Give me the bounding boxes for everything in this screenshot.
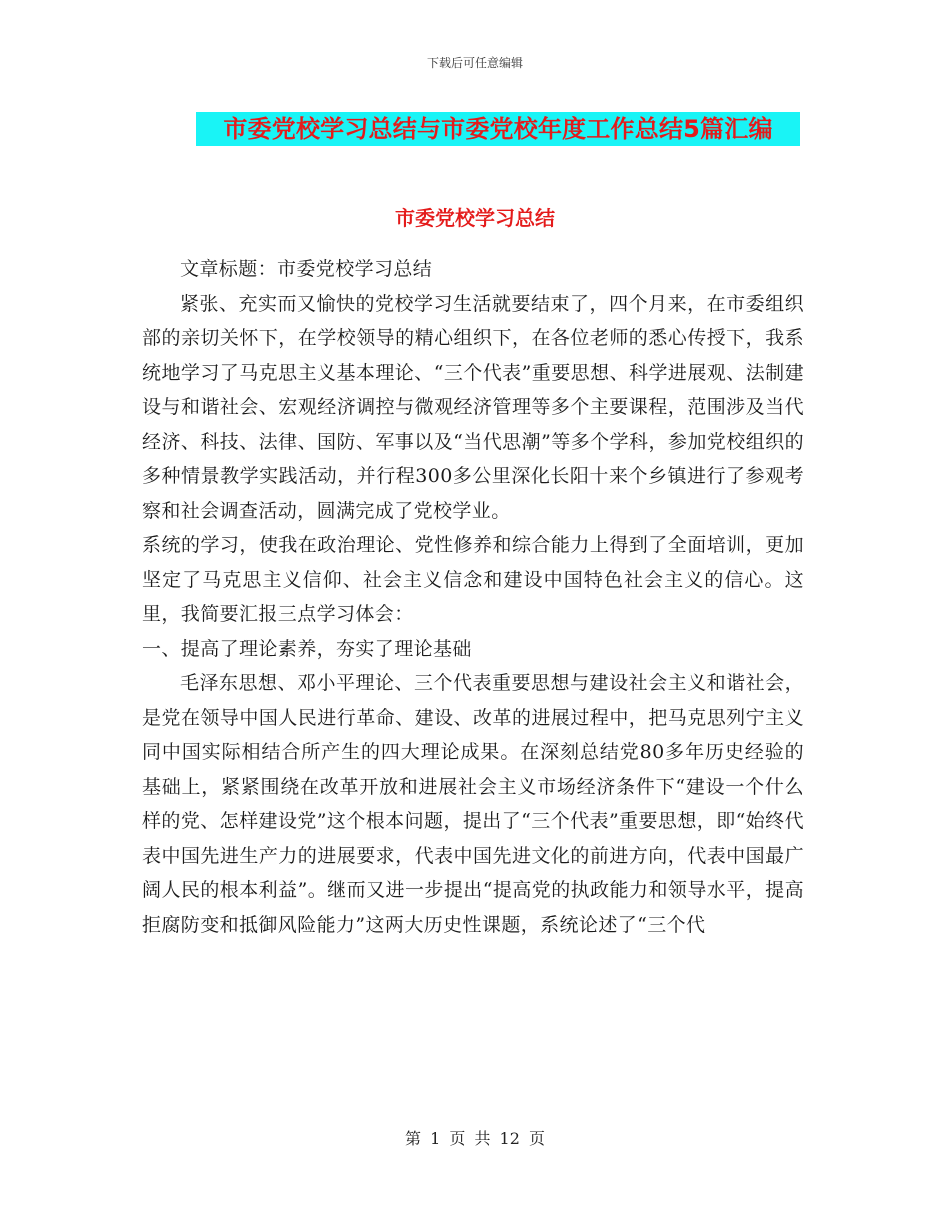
paragraph: 系统的学习，使我在政治理论、党性修养和综合能力上得到了全面培训，更加坚定了马克思主义信仰、社会主义信念和建设中国特色社会主义的信心。这里，我简要汇报三点学习体会：	[142, 534, 804, 625]
article-title-line: 文章标题：市委党校学习总结	[180, 258, 433, 280]
paragraph: 毛泽东思想、邓小平理论、三个代表重要思想与建设社会主义和谐社会，是党在领导中国人民进行革命、建设、改革的进展过程中，把马克思列宁主义同中国实际相结合所产生的四大理论成果。在深刻总结党80多年历史经验的基础上，紧紧围绕在改革开放和进展社会主义市场经济条件下“建设一个什么样的党、怎样建设党”这个根本问题，提出了“三个代表”重要思想，即“始终代表中国先进生产力的进展要求，代表中国先进文化的前进方向，代表中国最广阔人民的根本利益”。继而又进一步提出“提高党的执政能力和领导水平，提高拒腐防变和抵御风险能力”这两大历史性课题，系统论述了“三个代	[142, 672, 804, 936]
section-title: 市委党校学习总结	[395, 206, 555, 230]
subheading: 一、提高了理论素养，夯实了理论基础	[142, 637, 472, 660]
page-footer: 第 1 页 共 12 页	[405, 1129, 545, 1148]
paragraph: 紧张、充实而又愉快的党校学习生活就要结束了，四个月来，在市委组织部的亲切关怀下，在学校领导的精心组织下，在各位老师的悉心传授下，我系统地学习了马克思主义基本理论、“三个代表”重要思想、科学进展观、法制建设与和谐社会、宏观经济调控与微观经济管理等多个主要课程，范围涉及当代经济、科技、法律、国防、军事以及“当代思潮”等多个学科，参加党校组织的多种情景教学实践活动，并行程300多公里深化长阳十来个乡镇进行了参观考察和社会调查活动，圆满完成了党校学业。	[142, 292, 804, 522]
document-title: 市委党校学习总结与市委党校年度工作总结5篇汇编	[196, 112, 800, 146]
document-body	[142, 252, 804, 942]
header-note: 下载后可任意编辑	[426, 56, 523, 70]
